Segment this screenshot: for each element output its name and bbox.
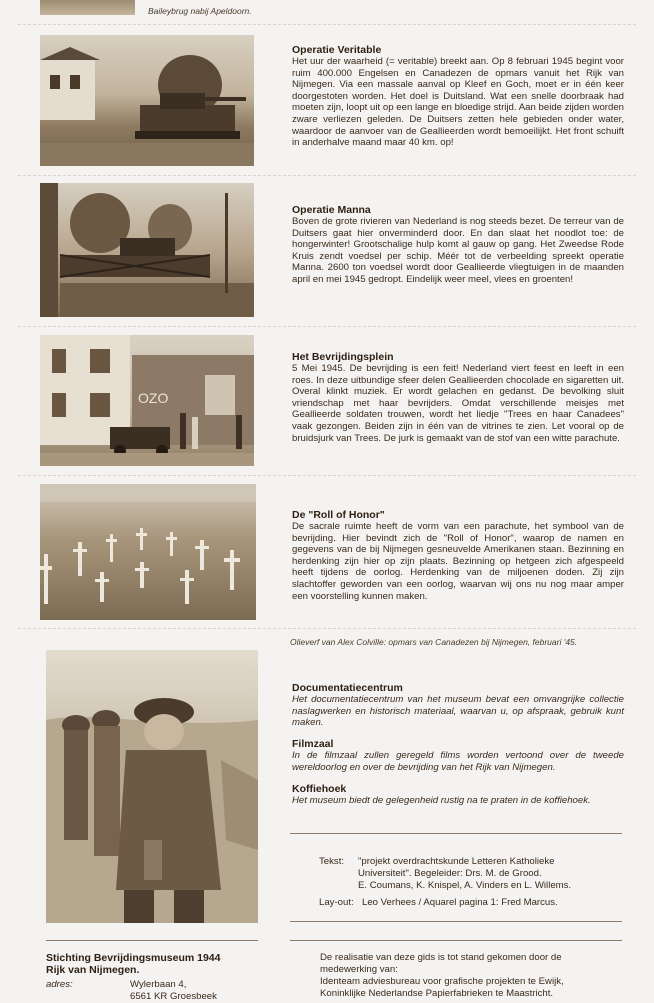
photo-tank [40, 35, 254, 166]
section-body: Het uur der waarheid (= veritable) breekt aan. Op 8 februari 1945 begint voor ruim 400.000 Engelsen en Canadezen de opmars vanuit het Rijk van Nijmegen. Via een massale aanval op Kleef en Goch, moet er in één keer doorgestoten worden. Het doel is Duitsland. Wat een snelle doorbraak had moeten zijn, loopt uit op een lange en bloedige strijd. Aan beide zijden worden zware verliezen geleden. De Duitsers zetten hele gebieden onder water, waardoor de aanvoer van de Geallieerden wordt bemoeilijkt. Het front schuift in anderhalve maand maar 40 km. op! [292, 56, 624, 149]
credits-tekst-line-2: Universiteit". Begeleider: Drs. M. de Grood. [358, 868, 542, 879]
separator [18, 628, 636, 629]
footer-adres-label: adres: [46, 979, 73, 990]
credits-layout-label: Lay-out: [319, 897, 354, 908]
section-title: Operatie Manna [292, 204, 371, 216]
section-body: Het documentatiecentrum van het museum bevat een omvangrijke collectie naslagwerken en historisch materiaal, waarvan u, op afspraak, gebruik kunt maken. [292, 694, 624, 729]
footer-realisatie-line-2: medewerking van: [320, 964, 398, 975]
section-title: Documentatiecentrum [292, 682, 403, 694]
section-roll-of-honor [292, 509, 624, 602]
section-title: Operatie Veritable [292, 44, 382, 56]
section-body: Boven de grote rivieren van Nederland is nog steeds bezet. De terreur van de Duitsers gaat hier onverminderd door. En dan slaat het noodlot toe: de hongerwinter! Grootschalige hulp komt al gauw op gang. Het Zweedse Rode Kruis zendt voedsel per schip. Méér tot de verbeelding spreekt operatie Manna. 2600 ton voedsel wordt door Geallieerde vliegtuigen in de maanden april en mei 1945 gedropt. Eindelijk weer meel, vlees en groenten! [292, 216, 624, 285]
section-bevrijdingsplein [292, 351, 624, 444]
section-documentatiecentrum [292, 682, 624, 729]
section-operatie-veritable [292, 44, 624, 149]
separator [18, 175, 636, 176]
painting-canadian-advance [46, 650, 258, 923]
photo-bailey-bridge [40, 0, 135, 15]
footer-adres-line-1: Wylerbaan 4, [130, 979, 187, 990]
photo-bevrijdingsplein [40, 335, 254, 466]
section-body: 5 Mei 1945. De bevrijding is een feit! Nederland viert feest en leeft in een roes. In deze uitbundige sfeer delen Geallieerden chocolade en sigaretten uit. Overal klinkt muziek. Er wordt gelachen en gedanst. De bevolking sluit vriendschap met haar bevrijders. Omdat verschillende meisjes met Geallieerde soldaten trouwen, wordt het liedje "Trees en haar Canadees" vaak gezongen. Beiden zijn in één van de vitrines te zien. Let vooral op de bruidsjurk van Trees. De jurk is gemaakt van de stof van een witte parachute. [292, 363, 624, 444]
divider [290, 940, 622, 941]
photo-bailey-bridge-crossing [40, 183, 254, 317]
section-title: Het Bevrijdingsplein [292, 351, 394, 363]
credits-tekst-line-3: E. Coumans, K. Knispel, A. Vinders en L. Willems. [358, 880, 572, 891]
section-title: Koffiehoek [292, 783, 347, 795]
footer-org-name: Stichting Bevrijdingsmuseum 1944 [46, 952, 221, 964]
section-body: De sacrale ruimte heeft de vorm van een parachute, het symbool van de bevrijding. Hier bevindt zich de "Roll of Honor", waarop de namen en gegevens van de bij Nijmegen gesneuvelde Amerikanen staan. Bezinning en herdenking zijn hier op zijn plaats. Bezinning op hetgeen zich afgespeeld heeft tijdens de oorlog. Herdenking van de miljoenen doden. Zij zijn slachtoffer geworden van een oorlog, waarvan wij ons nu nog maar amper een voorstelling kunnen maken. [292, 521, 624, 602]
section-body: Het museum biedt de gelegenheid rustig na te praten in de koffiehoek. [292, 795, 591, 806]
divider [290, 833, 622, 834]
caption-painting: Olieverf van Alex Colville: opmars van Canadezen bij Nijmegen, februari '45. [290, 637, 578, 647]
separator [18, 24, 636, 25]
credits-layout-value: Leo Verhees / Aquarel pagina 1: Fred Marcus. [362, 897, 558, 908]
credits-tekst-label: Tekst: [319, 856, 345, 867]
separator [18, 326, 636, 327]
section-body: In de filmzaal zullen geregeld films worden vertoond over de tweede wereldoorlog en over de bevrijding van het Rijk van Nijmegen. [292, 750, 624, 773]
photo-cemetery [40, 484, 256, 620]
footer-realisatie-line-3: Identeam adviesbureau voor grafische projekten te Ewijk, [320, 976, 564, 987]
divider [290, 921, 622, 922]
caption-bailey-bridge: Baileybrug nabij Apeldoorn. [148, 6, 252, 16]
section-filmzaal [292, 738, 624, 773]
footer-realisatie-line-4: Koninklijke Nederlandse Papierfabrieken te Maastricht. [320, 988, 554, 999]
footer-adres-line-2: 6561 KR Groesbeek [130, 991, 217, 1002]
section-operatie-manna [292, 204, 624, 286]
divider [46, 940, 258, 941]
section-koffiehoek [292, 783, 624, 807]
footer-realisatie-line-1: De realisatie van deze gids is tot stand gekomen door de [320, 952, 562, 963]
svg-text:OZO: OZO [138, 390, 169, 406]
separator [18, 475, 636, 476]
credits-tekst-line-1: "projekt overdrachtskunde Letteren Katholieke [358, 856, 555, 867]
section-title: De "Roll of Honor" [292, 509, 385, 521]
footer-org-region: Rijk van Nijmegen. [46, 964, 140, 976]
section-title: Filmzaal [292, 738, 334, 750]
